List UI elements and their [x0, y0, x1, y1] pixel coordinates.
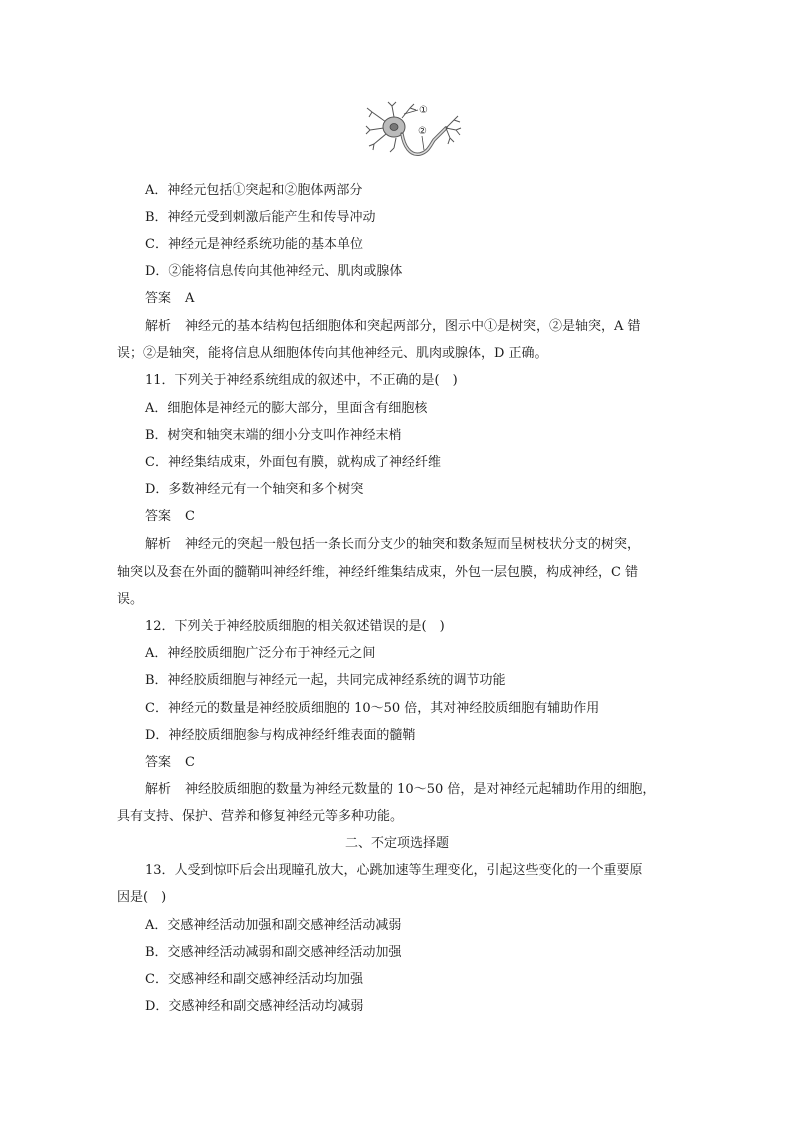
q11-option-d: D．多数神经元有一个轴突和多个树突: [145, 482, 364, 497]
q13-stem-line-2: 因是( ): [117, 890, 167, 905]
q10-analysis-line-1: [145, 318, 641, 336]
analysis-text: 神经胶质细胞的数量为神经元数量的 10～50 倍，是对神经元起辅助作用的细胞，: [185, 782, 656, 797]
q11-option-b: B．树突和轴突末端的细小分支叫作神经末梢: [145, 428, 402, 443]
q10-option-c: C．神经元是神经系统功能的基本单位: [145, 237, 363, 252]
q10-option-a: A．神经元包括①突起和②胞体两部分: [145, 183, 363, 198]
answer-value: C: [185, 509, 195, 524]
q12-answer: [145, 754, 195, 772]
q10-option-b: B．神经元受到刺激后能产生和传导冲动: [145, 210, 376, 225]
q12-option-c: C．神经元的数量是神经胶质细胞的 10～50 倍，其对神经胶质细胞有辅助作用: [145, 701, 600, 716]
q11-analysis-line-1: [145, 536, 640, 554]
figure-label-1: ①: [419, 105, 428, 116]
answer-tag: 答案: [145, 755, 172, 770]
q11-analysis-line-3: 误。: [117, 592, 144, 607]
answer-value: C: [185, 755, 195, 770]
answer-tag: 答案: [145, 291, 172, 306]
q10-analysis-line-2: 误；②是轴突，能将信息从细胞体传向其他神经元、肌肉或腺体，D 正确。: [117, 346, 548, 361]
analysis-text: 神经元的基本结构包括细胞体和突起两部分，图示中①是树突，②是轴突，A 错: [185, 319, 641, 334]
q12-option-b: B．神经胶质细胞与神经元一起，共同完成神经系统的调节功能: [145, 673, 506, 688]
q13-option-a: A．交感神经活动加强和副交感神经活动减弱: [145, 918, 402, 933]
analysis-tag: 解析: [145, 319, 172, 334]
q13-option-d: D．交感神经和副交感神经活动均减弱: [145, 999, 364, 1014]
analysis-tag: 解析: [145, 537, 172, 552]
q13-option-b: B．交感神经活动减弱和副交感神经活动加强: [145, 945, 402, 960]
q11-option-a: A．细胞体是神经元的膨大部分，里面含有细胞核: [145, 401, 428, 416]
q11-option-c: C．神经集结成束，外面包有膜，就构成了神经纤维: [145, 455, 441, 470]
q12-analysis-line-1: [145, 781, 655, 799]
q10-answer: [145, 290, 194, 308]
analysis-tag: 解析: [145, 782, 172, 797]
answer-value: A: [185, 291, 195, 306]
nucleus-shape: [390, 124, 398, 131]
q12-analysis-line-2: 具有支持、保护、营养和修复神经元等多种功能。: [117, 809, 404, 824]
q13-stem-line-1: 13．人受到惊吓后会出现瞳孔放大，心跳加速等生理变化，引起这些变化的一个重要原: [145, 863, 643, 878]
q11-stem: 11．下列关于神经系统组成的叙述中，不正确的是( ): [145, 373, 458, 388]
q12-stem: 12．下列关于神经胶质细胞的相关叙述错误的是( ): [145, 619, 445, 634]
q11-analysis-line-2: 轴突以及套在外面的髓鞘叫神经纤维，神经纤维集结成束，外包一层包膜，构成神经，C 错: [117, 565, 639, 580]
q10-option-d: D．②能将信息传向其他神经元、肌肉或腺体: [145, 264, 403, 279]
section-title: 二、不定项选择题: [344, 836, 449, 851]
q11-answer: [145, 508, 195, 526]
figure-label-2: ②: [418, 126, 427, 137]
q12-option-a: A．神经胶质细胞广泛分布于神经元之间: [145, 646, 376, 661]
analysis-text: 神经元的突起一般包括一条长而分支少的轴突和数条短而呈树枝状分支的树突，: [185, 537, 641, 552]
answer-tag: 答案: [145, 509, 172, 524]
neuron-diagram: [364, 100, 464, 162]
q12-option-d: D．神经胶质细胞参与构成神经纤维表面的髓鞘: [145, 728, 416, 743]
q13-option-c: C．交感神经和副交感神经活动均加强: [145, 972, 363, 987]
